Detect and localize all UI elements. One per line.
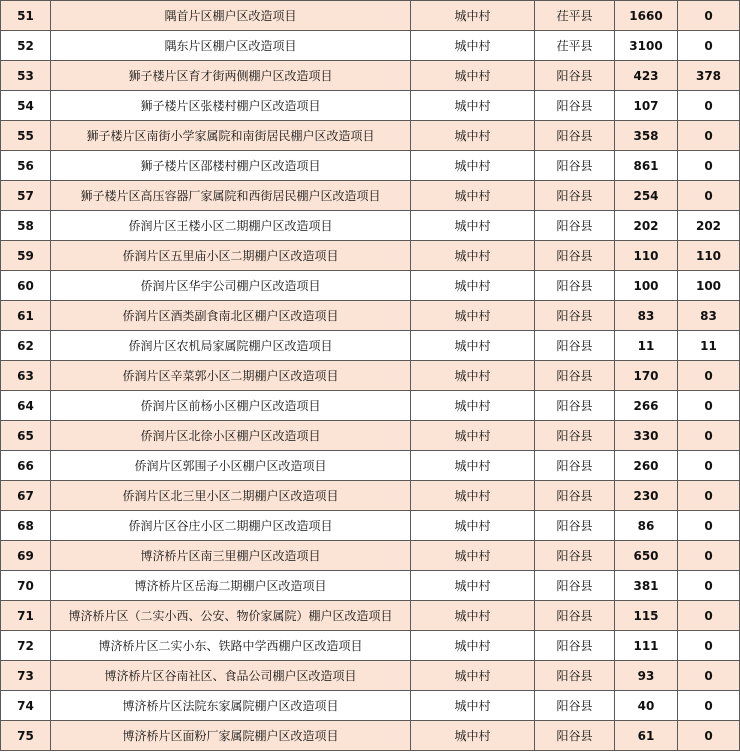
households-cell: 358	[615, 121, 678, 151]
county-cell: 阳谷县	[535, 661, 615, 691]
project-name-cell: 博济桥片区谷南社区、食品公司棚户区改造项目	[51, 661, 411, 691]
project-type-cell: 城中村	[411, 571, 535, 601]
completed-cell: 0	[678, 511, 740, 541]
table-row	[1, 301, 740, 331]
row-number-cell: 71	[1, 601, 51, 631]
households-cell: 11	[615, 331, 678, 361]
completed-cell: 0	[678, 451, 740, 481]
county-cell: 阳谷县	[535, 301, 615, 331]
project-type-cell: 城中村	[411, 511, 535, 541]
project-name-cell: 隅首片区棚户区改造项目	[51, 1, 411, 31]
row-number-cell: 70	[1, 571, 51, 601]
row-number-cell: 72	[1, 631, 51, 661]
completed-cell: 0	[678, 361, 740, 391]
project-type-cell: 城中村	[411, 601, 535, 631]
table-row	[1, 571, 740, 601]
project-type-cell: 城中村	[411, 151, 535, 181]
county-cell: 阳谷县	[535, 181, 615, 211]
county-cell: 阳谷县	[535, 91, 615, 121]
project-name-cell: 博济桥片区南三里棚户区改造项目	[51, 541, 411, 571]
completed-cell: 202	[678, 211, 740, 241]
project-type-cell: 城中村	[411, 421, 535, 451]
row-number-cell: 65	[1, 421, 51, 451]
project-type-cell: 城中村	[411, 331, 535, 361]
project-type-cell: 城中村	[411, 271, 535, 301]
project-type-cell: 城中村	[411, 391, 535, 421]
row-number-cell: 61	[1, 301, 51, 331]
table-row	[1, 721, 740, 751]
row-number-cell: 56	[1, 151, 51, 181]
households-cell: 115	[615, 601, 678, 631]
completed-cell: 0	[678, 31, 740, 61]
households-cell: 93	[615, 661, 678, 691]
county-cell: 茌平县	[535, 31, 615, 61]
project-name-cell: 侨润片区农机局家属院棚户区改造项目	[51, 331, 411, 361]
table-row	[1, 451, 740, 481]
completed-cell: 0	[678, 121, 740, 151]
project-name-cell: 狮子楼片区邵楼村棚户区改造项目	[51, 151, 411, 181]
completed-cell: 0	[678, 181, 740, 211]
county-cell: 阳谷县	[535, 61, 615, 91]
county-cell: 阳谷县	[535, 541, 615, 571]
households-cell: 86	[615, 511, 678, 541]
county-cell: 阳谷县	[535, 391, 615, 421]
households-cell: 381	[615, 571, 678, 601]
project-name-cell: 侨润片区王楼小区二期棚户区改造项目	[51, 211, 411, 241]
project-type-cell: 城中村	[411, 181, 535, 211]
households-cell: 266	[615, 391, 678, 421]
project-type-cell: 城中村	[411, 121, 535, 151]
households-cell: 1660	[615, 1, 678, 31]
completed-cell: 0	[678, 91, 740, 121]
households-cell: 260	[615, 451, 678, 481]
row-number-cell: 69	[1, 541, 51, 571]
table-row	[1, 271, 740, 301]
completed-cell: 0	[678, 631, 740, 661]
table-row	[1, 241, 740, 271]
completed-cell: 0	[678, 1, 740, 31]
households-cell: 423	[615, 61, 678, 91]
households-cell: 3100	[615, 31, 678, 61]
households-cell: 170	[615, 361, 678, 391]
table-row	[1, 31, 740, 61]
county-cell: 阳谷县	[535, 721, 615, 751]
project-name-cell: 博济桥片区面粉厂家属院棚户区改造项目	[51, 721, 411, 751]
households-cell: 83	[615, 301, 678, 331]
project-name-cell: 侨润片区酒类副食南北区棚户区改造项目	[51, 301, 411, 331]
households-cell: 330	[615, 421, 678, 451]
row-number-cell: 51	[1, 1, 51, 31]
completed-cell: 378	[678, 61, 740, 91]
table-row	[1, 391, 740, 421]
completed-cell: 83	[678, 301, 740, 331]
table-row	[1, 1, 740, 31]
completed-cell: 0	[678, 571, 740, 601]
households-cell: 230	[615, 481, 678, 511]
project-name-cell: 侨润片区前杨小区棚户区改造项目	[51, 391, 411, 421]
project-name-cell: 博济桥片区（二实小西、公安、物价家属院）棚户区改造项目	[51, 601, 411, 631]
project-type-cell: 城中村	[411, 61, 535, 91]
table-row	[1, 601, 740, 631]
row-number-cell: 75	[1, 721, 51, 751]
project-name-cell: 侨润片区五里庙小区二期棚户区改造项目	[51, 241, 411, 271]
households-cell: 107	[615, 91, 678, 121]
project-type-cell: 城中村	[411, 211, 535, 241]
project-type-cell: 城中村	[411, 1, 535, 31]
project-name-cell: 狮子楼片区高压容器厂家属院和西街居民棚户区改造项目	[51, 181, 411, 211]
project-name-cell: 侨润片区谷庄小区二期棚户区改造项目	[51, 511, 411, 541]
county-cell: 阳谷县	[535, 601, 615, 631]
households-cell: 254	[615, 181, 678, 211]
households-cell: 110	[615, 241, 678, 271]
completed-cell: 0	[678, 721, 740, 751]
county-cell: 阳谷县	[535, 571, 615, 601]
county-cell: 茌平县	[535, 1, 615, 31]
row-number-cell: 62	[1, 331, 51, 361]
project-type-cell: 城中村	[411, 451, 535, 481]
row-number-cell: 64	[1, 391, 51, 421]
table-row	[1, 631, 740, 661]
county-cell: 阳谷县	[535, 421, 615, 451]
table-row	[1, 691, 740, 721]
households-cell: 111	[615, 631, 678, 661]
county-cell: 阳谷县	[535, 631, 615, 661]
row-number-cell: 54	[1, 91, 51, 121]
project-name-cell: 隅东片区棚户区改造项目	[51, 31, 411, 61]
completed-cell: 0	[678, 661, 740, 691]
county-cell: 阳谷县	[535, 271, 615, 301]
households-cell: 61	[615, 721, 678, 751]
table-row	[1, 481, 740, 511]
completed-cell: 0	[678, 481, 740, 511]
row-number-cell: 55	[1, 121, 51, 151]
county-cell: 阳谷县	[535, 331, 615, 361]
project-name-cell: 侨润片区北三里小区二期棚户区改造项目	[51, 481, 411, 511]
table-row	[1, 151, 740, 181]
completed-cell: 0	[678, 151, 740, 181]
table-row	[1, 121, 740, 151]
row-number-cell: 57	[1, 181, 51, 211]
completed-cell: 110	[678, 241, 740, 271]
row-number-cell: 68	[1, 511, 51, 541]
project-type-cell: 城中村	[411, 541, 535, 571]
completed-cell: 0	[678, 541, 740, 571]
row-number-cell: 59	[1, 241, 51, 271]
row-number-cell: 66	[1, 451, 51, 481]
project-name-cell: 博济桥片区岳海二期棚户区改造项目	[51, 571, 411, 601]
project-type-cell: 城中村	[411, 361, 535, 391]
table-row	[1, 91, 740, 121]
table-row	[1, 511, 740, 541]
households-cell: 202	[615, 211, 678, 241]
completed-cell: 0	[678, 691, 740, 721]
row-number-cell: 58	[1, 211, 51, 241]
table-row	[1, 661, 740, 691]
project-type-cell: 城中村	[411, 301, 535, 331]
table-row	[1, 61, 740, 91]
row-number-cell: 74	[1, 691, 51, 721]
project-name-cell: 博济桥片区二实小东、铁路中学西棚户区改造项目	[51, 631, 411, 661]
county-cell: 阳谷县	[535, 361, 615, 391]
row-number-cell: 73	[1, 661, 51, 691]
project-name-cell: 侨润片区华宇公司棚户区改造项目	[51, 271, 411, 301]
row-number-cell: 52	[1, 31, 51, 61]
households-cell: 40	[615, 691, 678, 721]
project-type-cell: 城中村	[411, 631, 535, 661]
project-type-cell: 城中村	[411, 91, 535, 121]
project-name-cell: 博济桥片区法院东家属院棚户区改造项目	[51, 691, 411, 721]
project-name-cell: 侨润片区辛菜郭小区二期棚户区改造项目	[51, 361, 411, 391]
completed-cell: 0	[678, 421, 740, 451]
project-type-cell: 城中村	[411, 241, 535, 271]
completed-cell: 100	[678, 271, 740, 301]
project-name-cell: 狮子楼片区育才街两侧棚户区改造项目	[51, 61, 411, 91]
table-body	[1, 1, 740, 751]
county-cell: 阳谷县	[535, 511, 615, 541]
county-cell: 阳谷县	[535, 691, 615, 721]
county-cell: 阳谷县	[535, 151, 615, 181]
project-type-cell: 城中村	[411, 721, 535, 751]
project-name-cell: 侨润片区北徐小区棚户区改造项目	[51, 421, 411, 451]
county-cell: 阳谷县	[535, 121, 615, 151]
table-row	[1, 421, 740, 451]
county-cell: 阳谷县	[535, 211, 615, 241]
row-number-cell: 63	[1, 361, 51, 391]
county-cell: 阳谷县	[535, 241, 615, 271]
table-row	[1, 541, 740, 571]
project-name-cell: 狮子楼片区张楼村棚户区改造项目	[51, 91, 411, 121]
project-type-cell: 城中村	[411, 661, 535, 691]
table-row	[1, 181, 740, 211]
households-cell: 100	[615, 271, 678, 301]
households-cell: 650	[615, 541, 678, 571]
project-type-cell: 城中村	[411, 691, 535, 721]
county-cell: 阳谷县	[535, 481, 615, 511]
project-type-cell: 城中村	[411, 31, 535, 61]
row-number-cell: 60	[1, 271, 51, 301]
completed-cell: 0	[678, 601, 740, 631]
project-name-cell: 侨润片区郭围子小区棚户区改造项目	[51, 451, 411, 481]
county-cell: 阳谷县	[535, 451, 615, 481]
row-number-cell: 53	[1, 61, 51, 91]
completed-cell: 0	[678, 391, 740, 421]
table-row	[1, 211, 740, 241]
row-number-cell: 67	[1, 481, 51, 511]
table-row	[1, 361, 740, 391]
project-type-cell: 城中村	[411, 481, 535, 511]
project-name-cell: 狮子楼片区南街小学家属院和南街居民棚户区改造项目	[51, 121, 411, 151]
table-row	[1, 331, 740, 361]
households-cell: 861	[615, 151, 678, 181]
completed-cell: 11	[678, 331, 740, 361]
